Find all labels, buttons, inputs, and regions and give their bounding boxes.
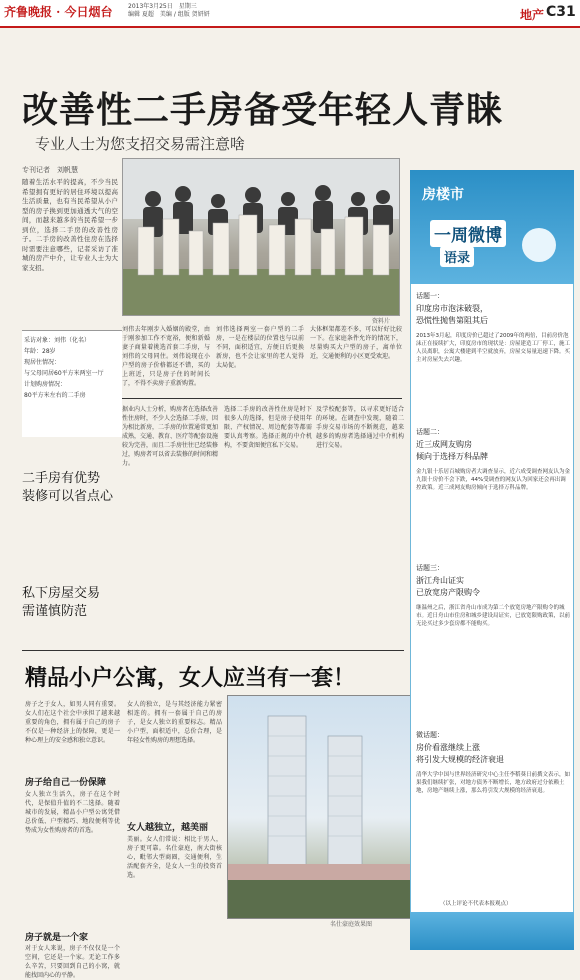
second-col-b: 女人独立生活久，房子在这个时代，是保值升值的不二选择。随着城市的发展，精品小户型公寓凭借总价低、户型精巧、地段便利等优势成为女性购房者的首选。 [25, 791, 120, 834]
disclaimer: （以上评论不代表本报观点） [440, 901, 512, 907]
sales-office-illustration [123, 159, 399, 315]
facts-status: 现居住情况： [24, 359, 61, 366]
lead-paragraph: 随着生活水平的提高，不少当民希望拥有更好的居住环境以提高生活质量，也有当民希望从小户型的房子换到更加通透大气的空间，而越来越多的当民希望一步到位，选择二手房的改善性房子。二手房的改善性住房在选择时需要注意哪些，记者采访了准城的房产中介，让专业人士为大家支招。 [22, 178, 118, 272]
second-subhead-3: 女人越独立，越美丽 [127, 823, 209, 833]
facts-age: 年龄：28岁 [24, 348, 56, 355]
article-col-a: 刘伟去年刚步入婚姻的殿堂，由于刚参加工作不宽裕，便和新婚妻子商量着挑选首套二手房，与刘伟的父母同住。刘伟说现在小户型的房子价格都还不错，买的上班近，只是房子住的时间长了，不得不卖房子重新购置。 [122, 326, 210, 387]
interviewee-facts [22, 330, 122, 437]
sales-office-photo [122, 158, 400, 316]
second-col-e: 美丽。女人们常说：相比于男人，房子更可靠。名仕豪庭，南大街核心，毗邻大型商圈，交通便利，生活配套齐全，是女人一生的投资首选。 [127, 836, 222, 879]
second-subhead-1: 房子给自己一份保障 [25, 778, 107, 788]
issue-date: 2013年3月25日 星期三 [128, 3, 197, 10]
topic-2-title-line1: 近三成网友购房 [416, 440, 472, 449]
byline: 专刊记者 刘帆慧 [22, 166, 78, 174]
photo-credit: 资料片 [372, 318, 391, 325]
topic-1-text: 2013年3月起，印度房价已超过了2009年的两倍，目前房价泡沫正在接续扩大，印度房市的现状是：房屋建造工厂停工，施工人员离职，公寓大楼建到半空就放弃，房屋交易量迅速下降。买主对房屋失去兴趣。 [416, 333, 571, 363]
bird-icon [522, 228, 556, 262]
article-col-d: 据业内人士分析，购房者在选择改善性住房时，不少人会选择二手房，因为相比新房，二手房的位置通常更加成熟，交通、教育、医疗等配套设施较为完善，而且二手房往往已经装修过，购房者可以省去装修的时间和精力。 [122, 406, 219, 467]
banner-sub1: 一周微博 [430, 220, 506, 247]
topic-1-title [416, 303, 488, 327]
topic-1-title-line2: 恐慌性抛售第阻其后 [416, 316, 488, 325]
banner-title: 房楼市 [422, 187, 464, 203]
topic-3-label: 话题三： [416, 564, 444, 572]
facts-plan-label: 计划购房情况： [24, 381, 67, 388]
facts-title: 采访对象：刘伟（化名） [24, 337, 91, 344]
second-subhead-2: 房子就是一个家 [25, 933, 89, 943]
page-number: C31 [546, 4, 576, 20]
article-col-b: 刘伟选择两室一套户型的二手房，一是在楼层的位置也与以前不同，面积适宜，方便日后更换新房，也不会让家里的老人觉得太局促。 [216, 326, 304, 369]
issue-meta [128, 3, 210, 19]
weibo-banner [410, 170, 574, 284]
article-col-f: 及学校配套等，以寻求更好适合的环境。在调查中发现，随着二手房交易市场的不断规范，越来越多的购房者选择通过中介机构进行交易。 [316, 406, 404, 449]
main-headline: 改善性二手房备受年轻人青睐 [22, 90, 504, 131]
topic-4-title-line1: 房价看涨继续上涨 [416, 743, 480, 752]
topic-2-label: 话题二： [416, 428, 444, 436]
section-divider [22, 650, 404, 651]
side-heading-2-line2: 需谨慎防范 [22, 604, 88, 619]
topic-3-text: 继温州之后，浙江省舟山市成为第二个放宽房地产限购令的城市。近日舟山市住房和城乡建设局证实，已放宽限购政策，以前无论买过多少套房都不能购买。 [416, 605, 571, 627]
side-heading-1-line1: 二手房有优势 [22, 471, 101, 486]
issue-editors: 编辑 夏超 美编 / 组版 贺妍妍 [128, 11, 210, 18]
side-heading-1-line2: 装修可以省点心 [22, 489, 114, 504]
topic-1-title-line1: 印度房市泡沫破裂， [416, 304, 488, 313]
second-headline: 精品小户公寓，女人应当有一套！ [25, 666, 356, 691]
topic-2-title-line2: 倾向于选择万科品牌 [416, 452, 488, 461]
topic-4-title [416, 742, 504, 766]
section-label: 地产 [520, 8, 545, 22]
sidebar-footer-bar [410, 912, 574, 950]
topic-1-label: 话题一： [416, 292, 444, 300]
topic-4-text: 清华大学中国与世界经济研究中心主任李稻葵日前撰文表示，如果我们继续扩张，对地方债务不断增长，地方政府过分依赖土地，房地产继续上涨，那么将引发大规模的经济衰退。 [416, 772, 571, 794]
banner-sub2: 语录 [440, 246, 474, 267]
topic-3-title [416, 575, 480, 599]
article-col-c: 大体框架都差不多，可以好好比较一下。在家庭条件允许的情况下，尽量购买大户型的房子，离单位近，交通便利的小区更受欢迎。 [310, 326, 402, 360]
photo-caption: 名仕豪庭效果图 [330, 921, 373, 928]
second-col-c: 对于女人来说，房子不仅仅是一个空间，它还是一个家。无论工作多么辛苦，只要回到自己的小窝，就能找回内心的平静。 [25, 945, 120, 979]
side-heading-2 [22, 585, 100, 621]
topic-4-title-line2: 将引发大规模的经济衰退 [416, 755, 504, 764]
side-heading-2-line1: 私下房屋交易 [22, 586, 101, 601]
second-col-a: 房子之于女人，如男人同有重要。女人们在这个社会中承担了越来越重要的角色，拥有属于自己的房子不仅是一种经济上的保障，更是一种心理上的安全感和独立意识。 [25, 701, 120, 744]
facts-current-home: 与父母同居60平方米两室一厅 [24, 370, 104, 377]
topic-2-title [416, 439, 488, 463]
topic-3-title-line1: 浙江舟山证实 [416, 576, 464, 585]
topic-3-title-line2: 已放宽房产限购令 [416, 588, 480, 597]
topic-4-label: 微话题： [416, 731, 444, 739]
divider [122, 398, 402, 399]
tower-illustration [228, 696, 414, 918]
second-col-d: 女人的独立，是与其经济能力紧密相连的。拥有一套属于自己的房子，是女人独立的重要标志。精品小户型，面积适中，总价合理，是年轻女性购房的理想选择。 [127, 701, 222, 744]
side-heading-1 [22, 470, 113, 506]
tower-rendering-photo [227, 695, 415, 919]
article-col-e: 选择二手房的改善性住房是时下很多人的选择，但是房子使用年限、产权情况、周边配套等都需要认真考察。选择正规的中介机构，不要贪图便宜私下交易。 [224, 406, 312, 449]
newspaper-logo: 齐鲁晚报 · 今日烟台 [4, 5, 113, 19]
main-subheadline: 专业人士为您支招交易需注意啥 [35, 135, 246, 153]
facts-plan: 80平方米左右的二手房 [24, 392, 86, 399]
topic-2-text: 金九银十乐居百城购房者大调查显示，近六成受调查网友认为金九银十房价不会下跌，44%受调查的网友认为回家还会再出调控政策。近三成网友购房倾向于选择万科品牌。 [416, 469, 571, 491]
